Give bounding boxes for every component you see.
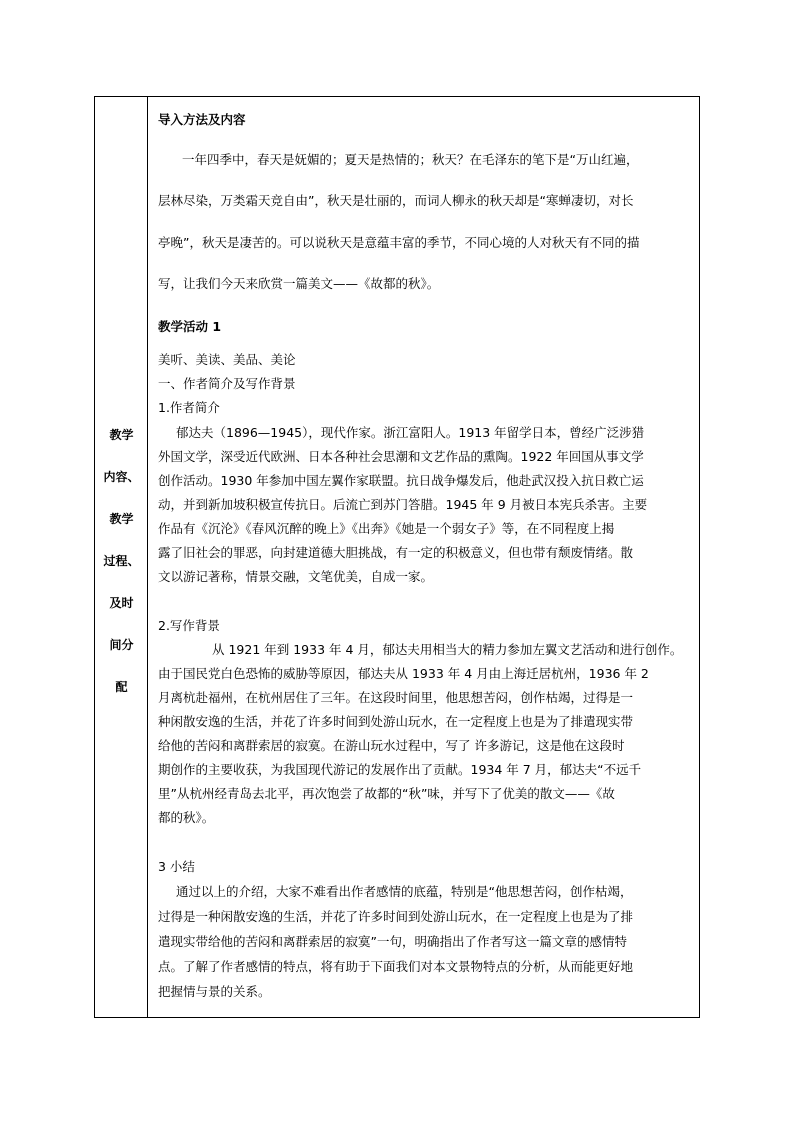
left-label-line: 教学	[109, 512, 134, 526]
intro-line: 一年四季中，春天是妩媚的；夏天是热情的；秋天？在毛泽东的笔下是“万山红遍，	[182, 152, 639, 167]
bio-line: 外国文学，深受近代欧洲、日本各种社会思潮和文艺作品的熏陶。1922 年回国从事文学	[158, 449, 644, 464]
bio-line: 文以游记著称，情景交融，文笔优美，自成一家。	[158, 569, 434, 584]
left-label-line: 内容、	[103, 470, 140, 484]
intro-line: 亭晚”，秋天是凄苦的。可以说秋天是意蕴丰富的季节，不同心境的人对秋天有不同的描	[158, 235, 640, 250]
bio-line: 郁达夫（1896—1945），现代作家。浙江富阳人。1913 年留学日本，曾经广泛涉猎	[176, 425, 645, 440]
background-line: 都的秋》。	[158, 810, 215, 825]
section-title: 一、作者简介及写作背景	[158, 376, 296, 391]
lesson-plan-table	[94, 96, 700, 1018]
left-label-line: 过程、	[103, 554, 140, 568]
summary-line: 遣现实带给他的苦闷和离群索居的寂寞”一句，明确指出了作者写这一篇文章的感情特	[158, 934, 627, 949]
background-line: 期创作的主要收获，为我国现代游记的发展作出了贡献。1934 年 7 月，郁达夫“不远千	[158, 762, 642, 777]
left-label-line: 教学	[109, 428, 134, 442]
background-line: 月离杭赴福州，在杭州居住了三年。在这段时间里，他思想苦闷，创作枯竭，过得是一	[158, 690, 634, 705]
summary-line: 过得是一种闲散安逸的生活，并花了许多时间到处游山玩水，在一定程度上也是为了排	[158, 909, 634, 924]
background-line: 种闲散安逸的生活，并花了许多时间到处游山玩水，在一定程度上也是为了排遣现实带	[158, 714, 634, 729]
left-label-cell	[95, 97, 148, 1017]
summary-line: 点。了解了作者感情的特点，将有助于下面我们对本文景物特点的分析，从而能更好地	[158, 959, 634, 974]
activity-heading: 教学活动 1	[158, 319, 222, 334]
content-cell	[148, 97, 699, 1017]
bio-title: 1.作者简介	[158, 400, 220, 415]
intro-line: 写，让我们今天来欣赏一篇美文——《故都的秋》。	[158, 276, 440, 291]
bio-line: 作品有《沉沦》《春风沉醉的晚上》《出奔》《她是一个弱女子》等，在不同程度上揭	[158, 521, 615, 536]
background-title: 2.写作背景	[158, 618, 220, 633]
activity-subtitle: 美听、美读、美品、美论	[158, 352, 296, 367]
background-line: 由于国民党白色恐怖的威胁等原因，郁达夫从 1933 年 4 月由上海迁居杭州，1936 年 2	[158, 666, 649, 681]
summary-title: 3 小结	[158, 859, 195, 874]
left-label-line: 及时	[109, 596, 134, 610]
bio-line: 动，并到新加坡积极宣传抗日。后流亡到苏门答腊。1945 年 9 月被日本宪兵杀害。主要	[158, 497, 648, 512]
intro-heading: 导入方法及内容	[158, 112, 246, 127]
left-label-line: 间分	[109, 638, 134, 652]
left-label-line: 配	[115, 680, 128, 694]
summary-line: 通过以上的介绍，大家不难看出作者感情的底蕴，特别是“他思想苦闷，创作枯竭，	[176, 884, 633, 899]
summary-line: 把握情与景的关系。	[158, 984, 271, 999]
background-line: 里”从杭州经青岛去北平，再次饱尝了故都的“秋”味，并写下了优美的散文——《故	[158, 786, 615, 801]
bio-line: 创作活动。1930 年参加中国左翼作家联盟。抗日战争爆发后，他赴武汉投入抗日救亡运	[158, 473, 644, 488]
bio-line: 露了旧社会的罪恶，向封建道德大胆挑战，有一定的积极意义，但也带有颓废情绪。散	[158, 545, 634, 560]
intro-line: 层林尽染，万类霜天竞自由”，秋天是壮丽的，而词人柳永的秋天却是“寒蝉凄切，对长	[158, 193, 634, 208]
background-line: 从 1921 年到 1933 年 4 月，郁达夫用相当大的精力参加左翼文艺活动和进行创作。	[212, 642, 683, 657]
background-line: 给他的苦闷和离群索居的寂寞。在游山玩水过程中，写了 许多游记，这是他在这段时	[158, 738, 625, 753]
